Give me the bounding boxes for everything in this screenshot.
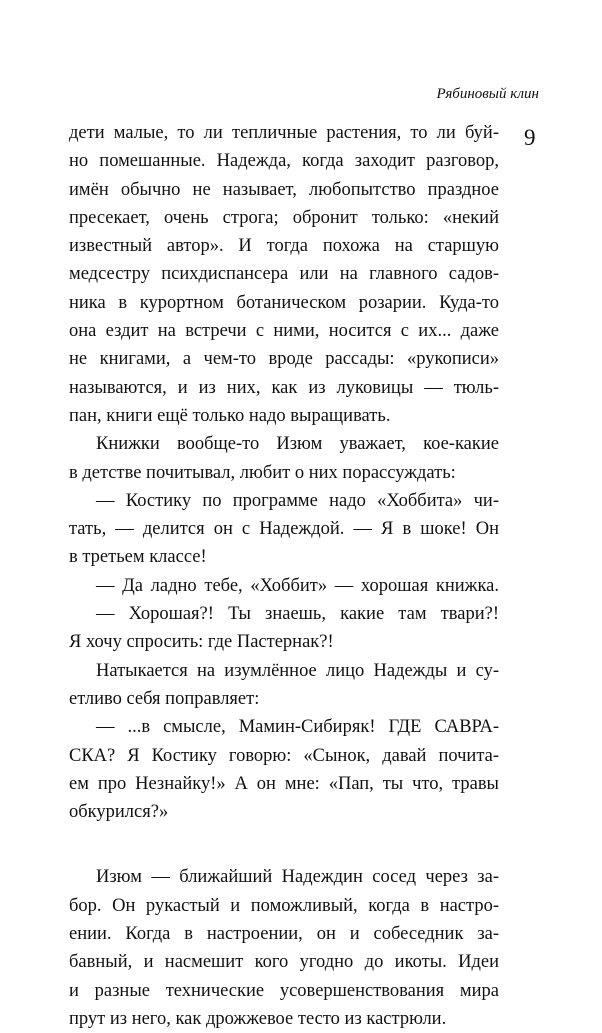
section-break bbox=[69, 826, 499, 863]
text-line: Книжки вообще-то Изюм уважает, кое-какие bbox=[96, 434, 499, 455]
text-line: прут из него, как дрожжевое тесто из кастрюли. bbox=[69, 1008, 447, 1029]
text-line: — ...в смысле, Мамин-Сибиряк! ГДЕ САВРА- bbox=[96, 717, 499, 738]
text-line: — Костику по программе надо «Хоббита» чи- bbox=[96, 490, 499, 511]
text-line: пресекает, очень строга; обронит только: «некий bbox=[69, 207, 499, 228]
text-line: Изюм — ближайший Надеждин сосед через за- bbox=[96, 867, 499, 888]
page-number: 9 bbox=[524, 125, 536, 150]
running-head: Рябиновый клин bbox=[436, 86, 539, 102]
text-line: она ездит на встречи с ними, носится с их... даже bbox=[69, 321, 499, 342]
text-line: етливо себя поправляет: bbox=[69, 688, 260, 709]
text-line: тать, — делится он с Надеждой. — Я в шоке! Он bbox=[69, 519, 499, 540]
text-line: обкурился?» bbox=[69, 802, 169, 823]
text-line: медсестру психдиспансера или на главного садов- bbox=[69, 264, 499, 285]
text-line: но помешанные. Надежда, когда заходит разговор, bbox=[69, 151, 499, 172]
text-line: в третьем классе! bbox=[69, 547, 207, 568]
text-section-2 bbox=[69, 863, 499, 1033]
text-line: — Да ладно тебе, «Хоббит» — хорошая книжка. bbox=[96, 575, 499, 596]
text-line: бавный, и насмешит кого угодно до икоты. Идеи bbox=[69, 952, 499, 973]
text-line: ем про Незнайку!» А он мне: «Пап, ты что, травы bbox=[69, 773, 499, 794]
text-line: Я хочу спросить: где Пастернак?! bbox=[69, 632, 334, 653]
text-line: Натыкается на изумлённое лицо Надежды и су- bbox=[96, 660, 499, 681]
text-line: ении. Когда в настроении, он и собеседник за- bbox=[69, 924, 499, 945]
text-line: и разные технические усовершенствования мира bbox=[69, 980, 499, 1001]
text-line: СКА? Я Костику говорю: «Сынок, давай почита- bbox=[69, 745, 499, 766]
text-line: известный автор». И тогда похожа на старшую bbox=[69, 236, 499, 257]
text-line: в детстве почитывал, любит о них порассуждать: bbox=[69, 462, 456, 483]
text-line: дети малые, то ли тепличные растения, то ли буй- bbox=[69, 123, 499, 143]
text-line: не книгами, а чем-то вроде рассады: «рукописи» bbox=[69, 349, 499, 370]
text-line: пан, книги ещё только надо выращивать. bbox=[69, 405, 391, 426]
text-line: ника в курортном ботаническом розарии. Куда-то bbox=[69, 292, 499, 313]
text-line: бор. Он рукастый и поможливый, когда в настро- bbox=[69, 895, 499, 916]
text-line: — Хорошая?! Ты знаешь, какие там твари?! bbox=[96, 604, 499, 625]
body-text bbox=[69, 119, 499, 1033]
text-line: называются, и из них, как из луковицы — тюль- bbox=[69, 377, 499, 398]
text-line: имён обычно не называет, любопытство праздное bbox=[69, 179, 499, 200]
text-section-1 bbox=[69, 119, 499, 826]
